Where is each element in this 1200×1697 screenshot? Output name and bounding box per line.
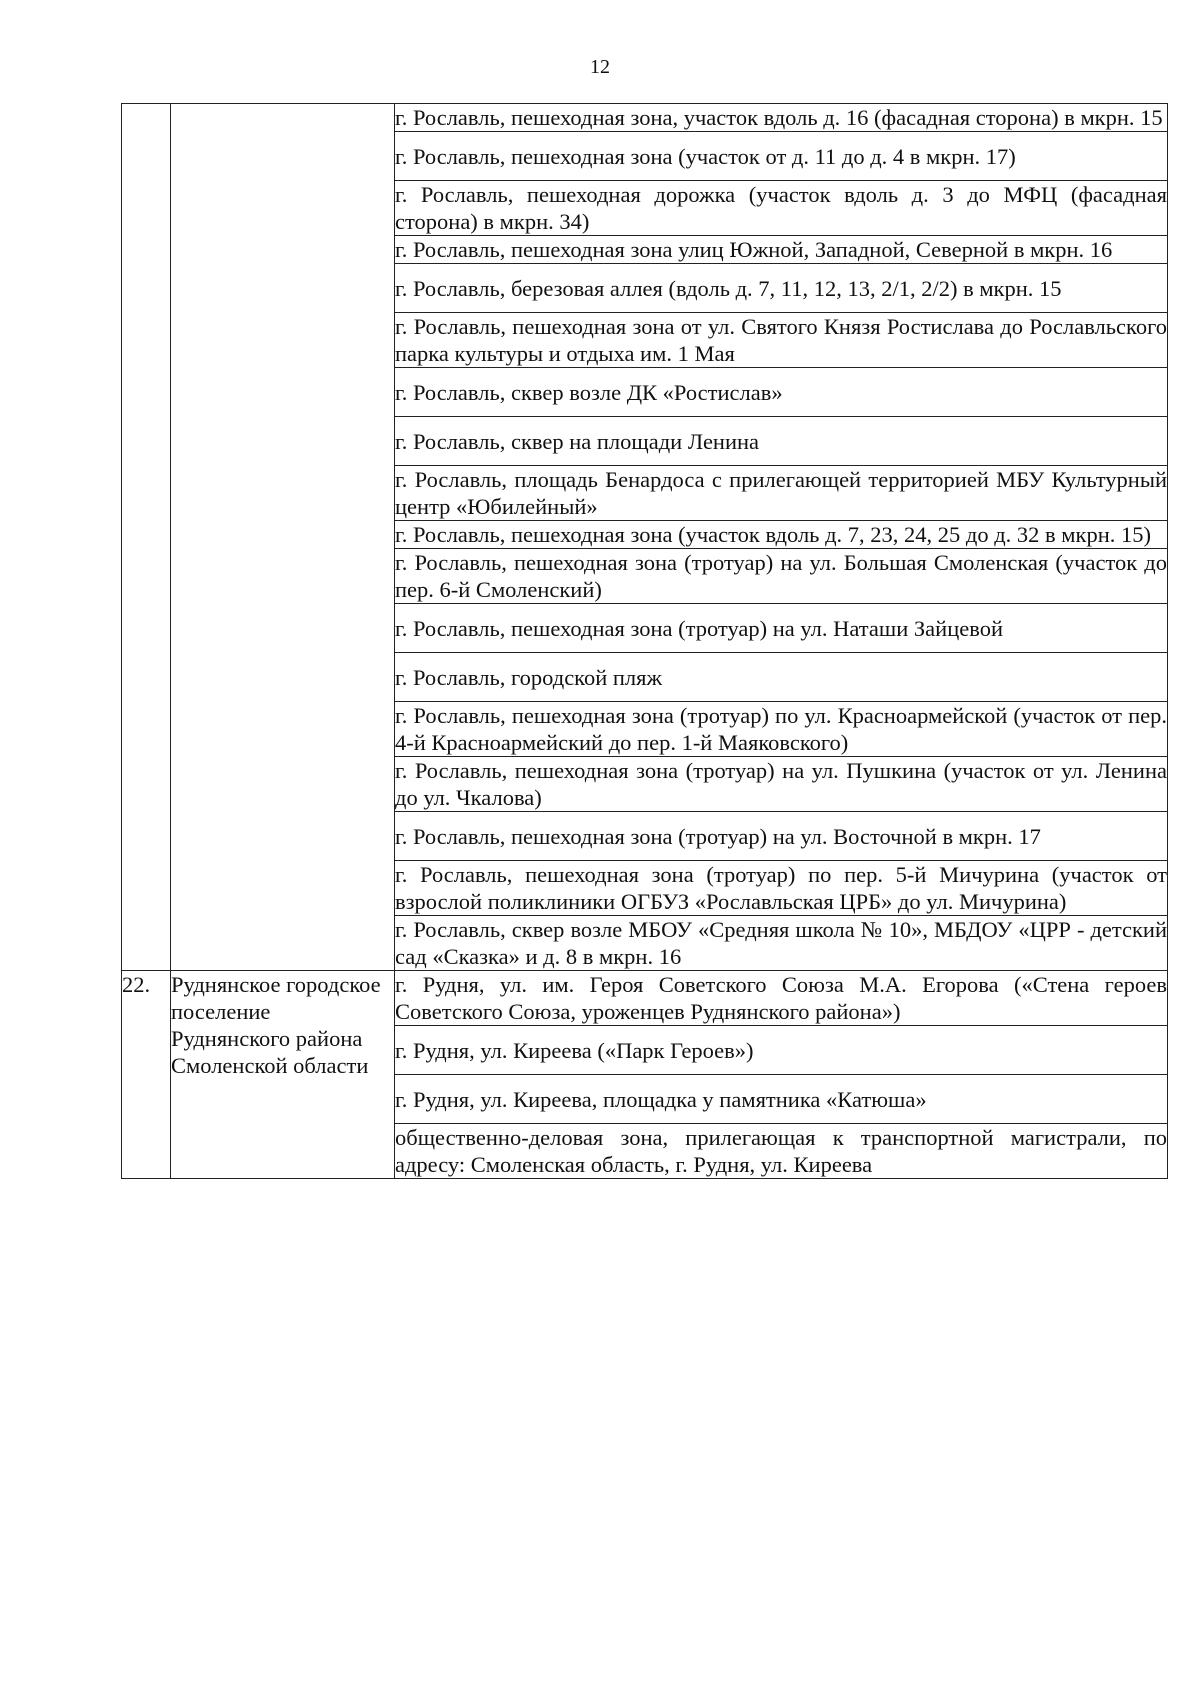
site-cell: г. Рославль, пешеходная дорожка (участок вдоль д. 3 до МФЦ (фасадная сторона) в мкрн. 34): [395, 182, 1167, 234]
site-cell: г. Рославль, пешеходная зона (тротуар) на ул. Наташи Зайцевой: [395, 604, 1168, 653]
site-cell: г. Рудня, ул. им. Героя Советского Союза М.А. Егорова («Стена героев Советского Союза, уроженцев Руднянского района»): [395, 972, 1167, 1024]
site-cell: г. Рославль, пешеходная зона (тротуар) на ул. Восточной в мкрн. 17: [395, 812, 1168, 861]
municipality-cell-continued: [171, 104, 395, 971]
site-cell: г. Рославль, пешеходная зона, участок вдоль д. 16 (фасадная сторона) в мкрн. 15: [395, 104, 1168, 132]
municipality-name: Руднянское городское поселение Руднянского района Смоленской области: [171, 971, 395, 1179]
table-row-22: [122, 971, 1168, 1026]
site-cell: г. Рославль, пешеходная зона (участок вдоль д. 7, 23, 24, 25 до д. 32 в мкрн. 15): [395, 521, 1168, 549]
site-cell: г. Рославль, сквер возле ДК «Ростислав»: [395, 368, 1168, 417]
site-cell: г. Рудня, ул. Киреева, площадка у памятника «Катюша»: [395, 1075, 1168, 1124]
site-cell: г. Рославль, городской пляж: [395, 653, 1168, 702]
table-row: [122, 104, 1168, 132]
site-cell: г. Рославль, березовая аллея (вдоль д. 7, 11, 12, 13, 2/1, 2/2) в мкрн. 15: [395, 264, 1168, 313]
site-cell: г. Рославль, сквер возле МБОУ «Средняя школа № 10», МБДОУ «ЦРР - детский сад «Сказка» и д. 8 в мкрн. 16: [395, 917, 1167, 969]
site-cell: г. Рудня, ул. Киреева («Парк Героев»): [395, 1026, 1168, 1075]
site-cell: г. Рославль, пешеходная зона улиц Южной, Западной, Северной в мкрн. 16: [395, 236, 1168, 264]
site-cell: г. Рославль, площадь Бенардоса с прилегающей территорией МБУ Культурный центр «Юбилейный»: [395, 467, 1167, 519]
page-number: 12: [590, 56, 610, 78]
site-cell: г. Рославль, пешеходная зона от ул. Святого Князя Ростислава до Рославльского парка культуры и отдыха им. 1 Мая: [395, 314, 1167, 366]
site-cell: г. Рославль, пешеходная зона (тротуар) по пер. 5-й Мичурина (участок от взрослой поликлиники ОГБУЗ «Рославльская ЦРБ» до ул. Мичурина): [395, 862, 1167, 914]
site-cell: г. Рославль, пешеходная зона (тротуар) по ул. Красноармейской (участок от пер. 4-й Красноармейский до пер. 1-й Маяковского): [395, 703, 1167, 755]
site-cell: г. Рославль, пешеходная зона (тротуар) на ул. Большая Смоленская (участок до пер. 6-й Смоленский): [395, 550, 1167, 602]
site-cell: г. Рославль, пешеходная зона (тротуар) на ул. Пушкина (участок от ул. Ленина до ул. Чкалова): [395, 758, 1167, 810]
number-cell-continued: [122, 104, 171, 971]
site-cell: общественно-деловая зона, прилегающая к транспортной магистрали, по адресу: Смоленская область, г. Рудня, ул. Киреева: [395, 1125, 1167, 1177]
entry-number: 22.: [122, 971, 171, 1179]
site-cell: г. Рославль, пешеходная зона (участок от д. 11 до д. 4 в мкрн. 17): [395, 132, 1168, 181]
sites-table: [121, 103, 1168, 1179]
site-cell: г. Рославль, сквер на площади Ленина: [395, 417, 1168, 466]
